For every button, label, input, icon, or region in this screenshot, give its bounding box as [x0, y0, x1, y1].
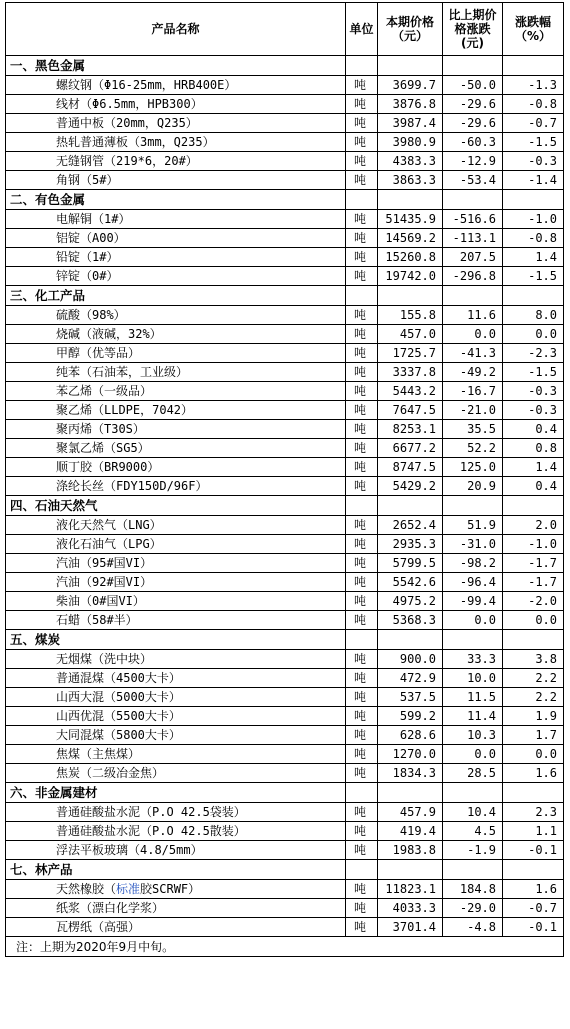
change-cell: -29.6 [443, 114, 503, 133]
product-name-cell: 聚氯乙烯（SG5） [6, 439, 346, 458]
pct-cell: -1.3 [503, 76, 564, 95]
table-row [6, 420, 564, 439]
change-cell: 4.5 [443, 822, 503, 841]
pct-cell: 1.1 [503, 822, 564, 841]
table-row [6, 306, 564, 325]
table-row [6, 248, 564, 267]
product-name-cell: 普通中板（20mm，Q235） [6, 114, 346, 133]
price-cell: 5799.5 [378, 554, 443, 573]
section-empty-cell [346, 190, 378, 210]
price-cell: 11823.1 [378, 880, 443, 899]
section-empty-cell [378, 286, 443, 306]
price-cell: 1834.3 [378, 764, 443, 783]
section-empty-cell [443, 783, 503, 803]
unit-cell: 吨 [346, 650, 378, 669]
section-empty-cell [443, 860, 503, 880]
pct-cell: 2.2 [503, 688, 564, 707]
pct-cell: -1.7 [503, 573, 564, 592]
price-cell: 3980.9 [378, 133, 443, 152]
section-title: 七、林产品 [6, 860, 346, 880]
pct-cell: 0.0 [503, 611, 564, 630]
product-name-cell: 山西优混（5500大卡） [6, 707, 346, 726]
product-name-cell: 甲醇（优等品） [6, 344, 346, 363]
unit-cell: 吨 [346, 592, 378, 611]
change-cell: 28.5 [443, 764, 503, 783]
unit-cell: 吨 [346, 114, 378, 133]
unit-cell: 吨 [346, 420, 378, 439]
change-cell: 0.0 [443, 325, 503, 344]
table-row [6, 573, 564, 592]
section-empty-cell [346, 286, 378, 306]
section-row [6, 286, 564, 306]
price-cell: 900.0 [378, 650, 443, 669]
change-cell: -98.2 [443, 554, 503, 573]
price-cell: 3337.8 [378, 363, 443, 382]
unit-cell: 吨 [346, 611, 378, 630]
table-row [6, 210, 564, 229]
table-row [6, 76, 564, 95]
price-cell: 3701.4 [378, 918, 443, 937]
pct-cell: 1.7 [503, 726, 564, 745]
product-name-cell: 纯苯（石油苯，工业级） [6, 363, 346, 382]
unit-cell: 吨 [346, 210, 378, 229]
section-empty-cell [378, 190, 443, 210]
price-cell: 3699.7 [378, 76, 443, 95]
product-name-cell: 柴油（0#国VI） [6, 592, 346, 611]
table-row [6, 764, 564, 783]
change-cell: -50.0 [443, 76, 503, 95]
price-cell: 5429.2 [378, 477, 443, 496]
table-row [6, 382, 564, 401]
table-row [6, 880, 564, 899]
product-name-cell: 聚丙烯（T30S） [6, 420, 346, 439]
table-row [6, 439, 564, 458]
price-cell: 1983.8 [378, 841, 443, 860]
price-cell: 155.8 [378, 306, 443, 325]
price-cell: 4033.3 [378, 899, 443, 918]
unit-cell: 吨 [346, 899, 378, 918]
price-cell: 457.0 [378, 325, 443, 344]
unit-cell: 吨 [346, 688, 378, 707]
header-row [6, 3, 564, 56]
change-cell: 10.4 [443, 803, 503, 822]
pct-cell: -1.0 [503, 535, 564, 554]
price-cell: 419.4 [378, 822, 443, 841]
section-row [6, 860, 564, 880]
pct-cell: -1.5 [503, 363, 564, 382]
table-row [6, 267, 564, 286]
table-row [6, 841, 564, 860]
pct-cell: -0.3 [503, 401, 564, 420]
change-cell: 10.0 [443, 669, 503, 688]
pct-cell: -2.3 [503, 344, 564, 363]
product-name-cell: 烧碱（液碱，32%） [6, 325, 346, 344]
table-body [6, 3, 564, 957]
table-row [6, 458, 564, 477]
product-name-cell: 大同混煤（5800大卡） [6, 726, 346, 745]
section-row [6, 630, 564, 650]
pct-cell: -0.7 [503, 899, 564, 918]
table-row [6, 688, 564, 707]
unit-cell: 吨 [346, 573, 378, 592]
table-row [6, 803, 564, 822]
unit-cell: 吨 [346, 344, 378, 363]
table-row [6, 554, 564, 573]
table-row [6, 822, 564, 841]
section-row [6, 56, 564, 76]
section-empty-cell [378, 783, 443, 803]
price-cell: 51435.9 [378, 210, 443, 229]
change-cell: 125.0 [443, 458, 503, 477]
change-cell: -41.3 [443, 344, 503, 363]
change-cell: -99.4 [443, 592, 503, 611]
price-cell: 2652.4 [378, 516, 443, 535]
section-empty-cell [503, 286, 564, 306]
change-cell: -516.6 [443, 210, 503, 229]
product-name-cell: 螺纹钢（Φ16-25mm，HRB400E） [6, 76, 346, 95]
unit-cell: 吨 [346, 516, 378, 535]
section-empty-cell [346, 860, 378, 880]
table-row [6, 171, 564, 190]
unit-cell: 吨 [346, 707, 378, 726]
pct-cell: 2.0 [503, 516, 564, 535]
section-empty-cell [346, 630, 378, 650]
unit-cell: 吨 [346, 152, 378, 171]
pct-cell: 1.4 [503, 248, 564, 267]
product-name-cell: 普通硅酸盐水泥（P.O 42.5袋装） [6, 803, 346, 822]
price-cell: 1725.7 [378, 344, 443, 363]
unit-cell: 吨 [346, 669, 378, 688]
change-cell: -21.0 [443, 401, 503, 420]
section-row [6, 783, 564, 803]
unit-cell: 吨 [346, 133, 378, 152]
unit-cell: 吨 [346, 229, 378, 248]
section-title: 一、黑色金属 [6, 56, 346, 76]
unit-cell: 吨 [346, 535, 378, 554]
product-name-cell: 苯乙烯（一级品） [6, 382, 346, 401]
pct-cell: -1.0 [503, 210, 564, 229]
header-pct: 涨跌幅 （%） [503, 3, 564, 56]
section-empty-cell [503, 783, 564, 803]
section-empty-cell [378, 630, 443, 650]
pct-cell: 1.6 [503, 764, 564, 783]
price-cell: 19742.0 [378, 267, 443, 286]
change-cell: 20.9 [443, 477, 503, 496]
product-name-cell: 液化天然气（LNG） [6, 516, 346, 535]
unit-cell: 吨 [346, 306, 378, 325]
change-cell: 33.3 [443, 650, 503, 669]
product-name-cell: 天然橡胶（标准胶SCRWF） [6, 880, 346, 899]
unit-cell: 吨 [346, 95, 378, 114]
section-empty-cell [443, 190, 503, 210]
pct-cell: -0.3 [503, 152, 564, 171]
pct-cell: -0.8 [503, 95, 564, 114]
section-empty-cell [346, 783, 378, 803]
product-name-cell: 液化石油气（LPG） [6, 535, 346, 554]
change-cell: -60.3 [443, 133, 503, 152]
change-cell: -49.2 [443, 363, 503, 382]
product-name-cell: 纸浆（漂白化学浆） [6, 899, 346, 918]
section-title: 四、石油天然气 [6, 496, 346, 516]
table-row [6, 899, 564, 918]
unit-cell: 吨 [346, 382, 378, 401]
table-row [6, 650, 564, 669]
pct-cell: 0.8 [503, 439, 564, 458]
pct-cell: 1.9 [503, 707, 564, 726]
table-row [6, 535, 564, 554]
change-cell: 184.8 [443, 880, 503, 899]
table-row [6, 918, 564, 937]
product-name-cell: 无烟煤（洗中块） [6, 650, 346, 669]
table-row [6, 745, 564, 764]
unit-cell: 吨 [346, 439, 378, 458]
product-name-cell: 线材（Φ6.5mm，HPB300） [6, 95, 346, 114]
change-cell: 52.2 [443, 439, 503, 458]
product-name-cell: 焦煤（主焦煤） [6, 745, 346, 764]
table-row [6, 229, 564, 248]
product-name-cell: 山西大混（5000大卡） [6, 688, 346, 707]
note-row [6, 937, 564, 957]
unit-cell: 吨 [346, 822, 378, 841]
section-empty-cell [503, 496, 564, 516]
pct-cell: -1.5 [503, 133, 564, 152]
price-cell: 1270.0 [378, 745, 443, 764]
table-row [6, 477, 564, 496]
pct-cell: -0.3 [503, 382, 564, 401]
section-title: 二、有色金属 [6, 190, 346, 210]
price-table [5, 2, 564, 957]
pct-cell: 8.0 [503, 306, 564, 325]
pct-cell: 0.4 [503, 477, 564, 496]
price-cell: 3987.4 [378, 114, 443, 133]
price-cell: 8253.1 [378, 420, 443, 439]
change-cell: -29.0 [443, 899, 503, 918]
pct-cell: 2.2 [503, 669, 564, 688]
change-cell: -113.1 [443, 229, 503, 248]
section-title: 六、非金属建材 [6, 783, 346, 803]
price-cell: 3863.3 [378, 171, 443, 190]
price-cell: 5368.3 [378, 611, 443, 630]
product-name-cell: 硫酸（98%） [6, 306, 346, 325]
pct-cell: 0.0 [503, 745, 564, 764]
product-name-cell: 汽油（92#国VI） [6, 573, 346, 592]
section-empty-cell [503, 860, 564, 880]
product-name-cell: 涤纶长丝（FDY150D/96F） [6, 477, 346, 496]
change-cell: -296.8 [443, 267, 503, 286]
table-row [6, 611, 564, 630]
price-cell: 8747.5 [378, 458, 443, 477]
unit-cell: 吨 [346, 803, 378, 822]
change-cell: -12.9 [443, 152, 503, 171]
pct-cell: 2.3 [503, 803, 564, 822]
section-row [6, 190, 564, 210]
section-empty-cell [503, 190, 564, 210]
unit-cell: 吨 [346, 401, 378, 420]
product-name-cell: 石蜡（58#半） [6, 611, 346, 630]
pct-cell: 1.6 [503, 880, 564, 899]
change-cell: 0.0 [443, 745, 503, 764]
unit-cell: 吨 [346, 477, 378, 496]
pct-cell: -0.8 [503, 229, 564, 248]
change-cell: 0.0 [443, 611, 503, 630]
table-row [6, 363, 564, 382]
price-cell: 5542.6 [378, 573, 443, 592]
change-cell: -16.7 [443, 382, 503, 401]
table-row [6, 114, 564, 133]
product-name-cell: 铝锭（A00） [6, 229, 346, 248]
price-cell: 4383.3 [378, 152, 443, 171]
change-cell: -1.9 [443, 841, 503, 860]
table-row [6, 707, 564, 726]
unit-cell: 吨 [346, 363, 378, 382]
product-name-cell: 普通硅酸盐水泥（P.O 42.5散装） [6, 822, 346, 841]
table-row [6, 401, 564, 420]
section-title: 五、煤炭 [6, 630, 346, 650]
unit-cell: 吨 [346, 325, 378, 344]
section-empty-cell [503, 56, 564, 76]
change-cell: 11.6 [443, 306, 503, 325]
unit-cell: 吨 [346, 764, 378, 783]
price-cell: 599.2 [378, 707, 443, 726]
product-name-cell: 锌锭（0#） [6, 267, 346, 286]
header-price: 本期价格（元） [378, 3, 443, 56]
table-row [6, 133, 564, 152]
pct-cell: -1.4 [503, 171, 564, 190]
section-empty-cell [443, 630, 503, 650]
unit-cell: 吨 [346, 267, 378, 286]
price-cell: 4975.2 [378, 592, 443, 611]
price-cell: 14569.2 [378, 229, 443, 248]
price-cell: 7647.5 [378, 401, 443, 420]
pct-cell: -1.5 [503, 267, 564, 286]
section-row [6, 496, 564, 516]
pct-cell: -2.0 [503, 592, 564, 611]
change-cell: -96.4 [443, 573, 503, 592]
unit-cell: 吨 [346, 745, 378, 764]
pct-cell: -1.7 [503, 554, 564, 573]
change-cell: -31.0 [443, 535, 503, 554]
product-name-cell: 电解铜（1#） [6, 210, 346, 229]
header-change: 比上期价格涨跌(元) [443, 3, 503, 56]
table-row [6, 152, 564, 171]
product-name-cell: 焦炭（二级冶金焦） [6, 764, 346, 783]
unit-cell: 吨 [346, 76, 378, 95]
section-empty-cell [378, 56, 443, 76]
product-name-cell: 汽油（95#国VI） [6, 554, 346, 573]
unit-cell: 吨 [346, 458, 378, 477]
footnote: 注：上期为2020年9月中旬。 [6, 937, 564, 957]
pct-cell: -0.7 [503, 114, 564, 133]
price-cell: 15260.8 [378, 248, 443, 267]
unit-cell: 吨 [346, 726, 378, 745]
price-cell: 537.5 [378, 688, 443, 707]
change-cell: 35.5 [443, 420, 503, 439]
section-title: 三、化工产品 [6, 286, 346, 306]
product-name-cell: 无缝钢管（219*6，20#） [6, 152, 346, 171]
product-name-cell: 瓦楞纸（高强） [6, 918, 346, 937]
price-table-container [5, 2, 564, 957]
unit-cell: 吨 [346, 171, 378, 190]
section-empty-cell [443, 56, 503, 76]
price-cell: 3876.8 [378, 95, 443, 114]
change-cell: 11.4 [443, 707, 503, 726]
section-empty-cell [443, 496, 503, 516]
pct-cell: 0.0 [503, 325, 564, 344]
highlighted-text: 标准 [116, 882, 141, 896]
price-cell: 457.9 [378, 803, 443, 822]
table-row [6, 669, 564, 688]
section-empty-cell [346, 56, 378, 76]
pct-cell: -0.1 [503, 918, 564, 937]
table-row [6, 95, 564, 114]
product-name-cell: 浮法平板玻璃（4.8/5mm） [6, 841, 346, 860]
pct-cell: 1.4 [503, 458, 564, 477]
change-cell: 10.3 [443, 726, 503, 745]
product-name-cell: 铅锭（1#） [6, 248, 346, 267]
product-name-cell: 聚乙烯（LLDPE，7042） [6, 401, 346, 420]
header-unit: 单位 [346, 3, 378, 56]
change-cell: 51.9 [443, 516, 503, 535]
section-empty-cell [503, 630, 564, 650]
change-cell: 11.5 [443, 688, 503, 707]
section-empty-cell [346, 496, 378, 516]
unit-cell: 吨 [346, 554, 378, 573]
table-row [6, 516, 564, 535]
section-empty-cell [378, 496, 443, 516]
table-row [6, 325, 564, 344]
table-row [6, 592, 564, 611]
change-cell: -29.6 [443, 95, 503, 114]
header-product-name: 产品名称 [6, 3, 346, 56]
pct-cell: -0.1 [503, 841, 564, 860]
table-row [6, 726, 564, 745]
product-name-cell: 普通混煤（4500大卡） [6, 669, 346, 688]
change-cell: 207.5 [443, 248, 503, 267]
section-empty-cell [443, 286, 503, 306]
price-cell: 2935.3 [378, 535, 443, 554]
unit-cell: 吨 [346, 880, 378, 899]
product-name-cell: 顺丁胶（BR9000） [6, 458, 346, 477]
table-row [6, 344, 564, 363]
unit-cell: 吨 [346, 248, 378, 267]
price-cell: 628.6 [378, 726, 443, 745]
pct-cell: 0.4 [503, 420, 564, 439]
price-cell: 5443.2 [378, 382, 443, 401]
product-name-cell: 热轧普通薄板（3mm，Q235） [6, 133, 346, 152]
price-cell: 472.9 [378, 669, 443, 688]
section-empty-cell [378, 860, 443, 880]
unit-cell: 吨 [346, 841, 378, 860]
change-cell: -53.4 [443, 171, 503, 190]
change-cell: -4.8 [443, 918, 503, 937]
pct-cell: 3.8 [503, 650, 564, 669]
product-name-cell: 角钢（5#） [6, 171, 346, 190]
price-cell: 6677.2 [378, 439, 443, 458]
unit-cell: 吨 [346, 918, 378, 937]
